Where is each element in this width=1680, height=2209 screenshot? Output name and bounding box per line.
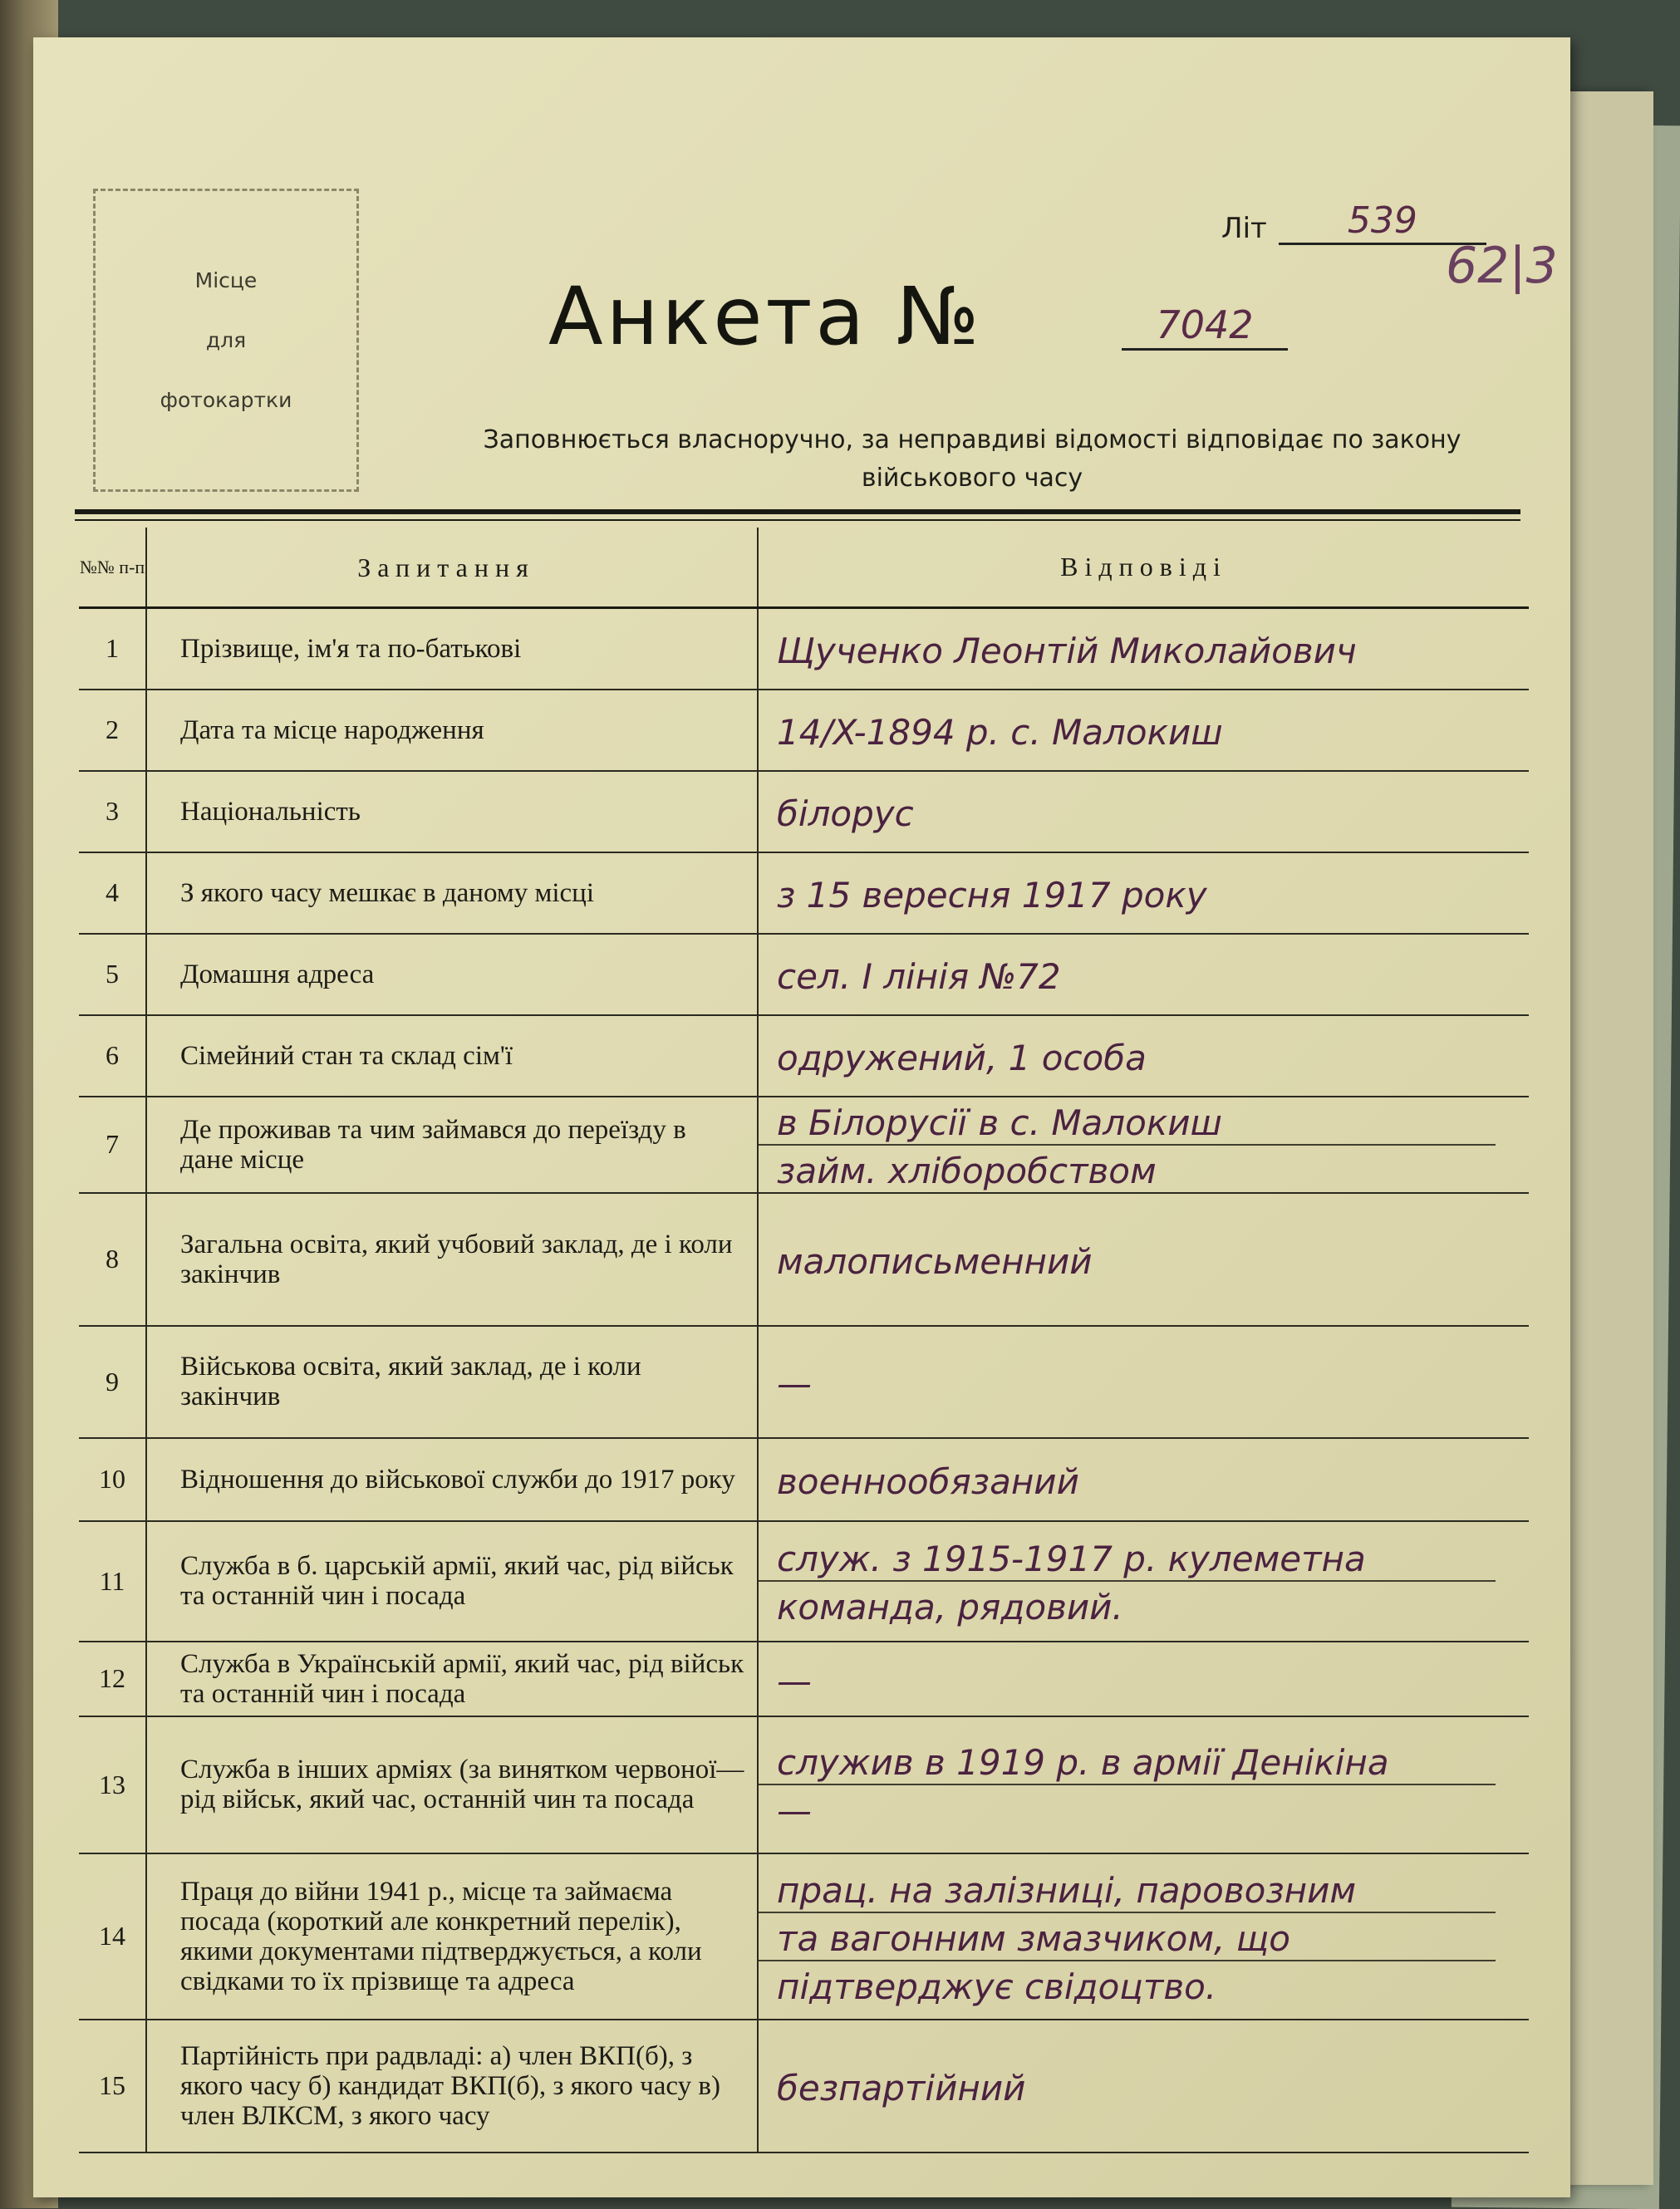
- row-number: 12: [79, 1642, 146, 1716]
- answer-cell: [758, 1716, 1529, 1853]
- handwritten-answer: команда, рядовий.: [777, 1587, 1123, 1627]
- handwritten-answer: Щученко Леонтій Миколайович: [777, 630, 1357, 671]
- row-number: 10: [79, 1438, 146, 1521]
- question-text: Військова освіта, який заклад, де і коли закінчив: [146, 1326, 758, 1438]
- handwritten-answer: білорус: [777, 793, 914, 834]
- photo-label: фотокартки: [160, 387, 292, 412]
- answer-cell: [758, 608, 1529, 690]
- question-text: З якого часу мешкає в даному місці: [146, 852, 758, 934]
- photo-label: Місце: [194, 268, 258, 292]
- table-row: [79, 1015, 1529, 1097]
- column-header-question: Запитання: [146, 528, 758, 608]
- row-number: 4: [79, 852, 146, 934]
- questionnaire-rows: [79, 608, 1529, 2153]
- question-text: Служба в б. царській армії, який час, рід військ та останній чин і посада: [146, 1521, 758, 1642]
- answer-cell: [758, 1521, 1529, 1642]
- handwritten-answer: —: [777, 1363, 812, 1404]
- question-text: Національність: [146, 771, 758, 852]
- table-row: [79, 1438, 1529, 1521]
- handwritten-answer: безпартійний: [777, 2067, 1026, 2108]
- header-rule: [75, 519, 1520, 521]
- answer-cell: [758, 1015, 1529, 1097]
- column-header-answer: Відповіді: [758, 528, 1529, 608]
- question-text: Служба в інших арміях (за винятком червоної—рід військ, який час, останній чин та посада: [146, 1716, 758, 1853]
- handwritten-answer: служив в 1919 р. в армії Денікіна: [759, 1737, 1496, 1785]
- handwritten-answer: малописьменний: [777, 1240, 1093, 1282]
- table-row: [79, 1097, 1529, 1193]
- table-row: [79, 690, 1529, 771]
- table-row: [79, 852, 1529, 934]
- row-number: 8: [79, 1193, 146, 1326]
- row-number: 5: [79, 934, 146, 1015]
- table-row: [79, 1642, 1529, 1716]
- table-row: [79, 771, 1529, 852]
- handwritten-answer: сел. I лінія №72: [777, 955, 1061, 997]
- question-text: Прізвище, ім'я та по-батькові: [146, 608, 758, 690]
- answer-cell: [758, 771, 1529, 852]
- handwritten-answer: займ. хліборобством: [777, 1150, 1157, 1191]
- handwritten-answer: военнообязаний: [777, 1460, 1079, 1502]
- answer-cell: [758, 1326, 1529, 1438]
- handwritten-answer: служ. з 1915-1917 р. кулеметна: [759, 1534, 1496, 1582]
- table-row: [79, 2020, 1529, 2153]
- handwritten-answer: —: [777, 1790, 812, 1831]
- answer-cell: [758, 852, 1529, 934]
- table-row: [79, 1193, 1529, 1326]
- table-row: [79, 1716, 1529, 1853]
- handwritten-answer: в Білорусії в с. Малокиш: [759, 1097, 1496, 1146]
- answer-cell: [758, 934, 1529, 1015]
- row-number: 9: [79, 1326, 146, 1438]
- question-text: Праця до війни 1941 р., місце та займаєма посада (короткий але конкретний перелік), якими документами підтверджується, а коли свідками то їх прізвище та адреса: [146, 1853, 758, 2020]
- lit-value: 539: [1279, 199, 1486, 245]
- lit-label: Літ: [1221, 212, 1267, 245]
- row-number: 11: [79, 1521, 146, 1642]
- column-header-number: №№ п-п: [79, 528, 146, 608]
- form-title: Анкета №: [548, 270, 983, 363]
- row-number: 7: [79, 1097, 146, 1193]
- table-row: [79, 608, 1529, 690]
- question-text: Відношення до військової служби до 1917 року: [146, 1438, 758, 1521]
- handwritten-answer: —: [777, 1660, 812, 1701]
- answer-cell: [758, 1193, 1529, 1326]
- form-number: 7042: [1122, 302, 1288, 351]
- handwritten-answer: одружений, 1 особа: [777, 1037, 1147, 1078]
- instructions-line: Заповнюється власноручно, за неправдиві відомості відповідає по закону: [483, 425, 1461, 454]
- answer-cell: [758, 1097, 1529, 1193]
- table-row: [79, 934, 1529, 1015]
- row-number: 14: [79, 1853, 146, 2020]
- row-number: 15: [79, 2020, 146, 2153]
- question-text: Служба в Українській армії, який час, рід військ та останній чин і посада: [146, 1642, 758, 1716]
- table-row: [79, 1326, 1529, 1438]
- row-number: 2: [79, 690, 146, 771]
- header-rule: [75, 509, 1520, 514]
- table-header-row: [79, 528, 1529, 608]
- table-row: [79, 1853, 1529, 2020]
- photo-placeholder: [93, 189, 359, 492]
- question-text: Сімейний стан та склад сім'ї: [146, 1015, 758, 1097]
- answer-cell: [758, 1642, 1529, 1716]
- question-text: Домашня адреса: [146, 934, 758, 1015]
- answer-cell: [758, 1438, 1529, 1521]
- answer-cell: [758, 1853, 1529, 2020]
- answer-cell: [758, 690, 1529, 771]
- row-number: 1: [79, 608, 146, 690]
- row-number: 3: [79, 771, 146, 852]
- question-text: Партійність при радвладі: а) член ВКП(б), з якого часу б) кандидат ВКП(б), з якого часу в) член ВЛКСМ, з якого часу: [146, 2020, 758, 2153]
- handwritten-answer: прац. на залізниці, паровозним: [759, 1865, 1496, 1913]
- row-number: 13: [79, 1716, 146, 1853]
- handwritten-answer: 14/X-1894 р. с. Малокиш: [777, 711, 1223, 753]
- handwritten-answer: підтверджує свідоцтво.: [777, 1966, 1217, 2007]
- photo-label: для: [205, 327, 247, 352]
- instructions-line: військового часу: [861, 464, 1083, 493]
- answer-cell: [758, 2020, 1529, 2153]
- handwritten-answer: та вагонним змазчиком, що: [759, 1913, 1496, 1961]
- row-number: 6: [79, 1015, 146, 1097]
- table-row: [79, 1521, 1529, 1642]
- margin-note: 62|3: [1446, 237, 1558, 295]
- questionnaire-sheet: [33, 37, 1570, 2197]
- questionnaire-table: [79, 528, 1529, 2153]
- question-text: Загальна освіта, який учбовий заклад, де і коли закінчив: [146, 1193, 758, 1326]
- form-instructions: [391, 421, 1554, 498]
- question-text: Дата та місце народження: [146, 690, 758, 771]
- question-text: Де проживав та чим займався до переїзду в дане місце: [146, 1097, 758, 1193]
- handwritten-answer: з 15 вересня 1917 року: [777, 874, 1207, 916]
